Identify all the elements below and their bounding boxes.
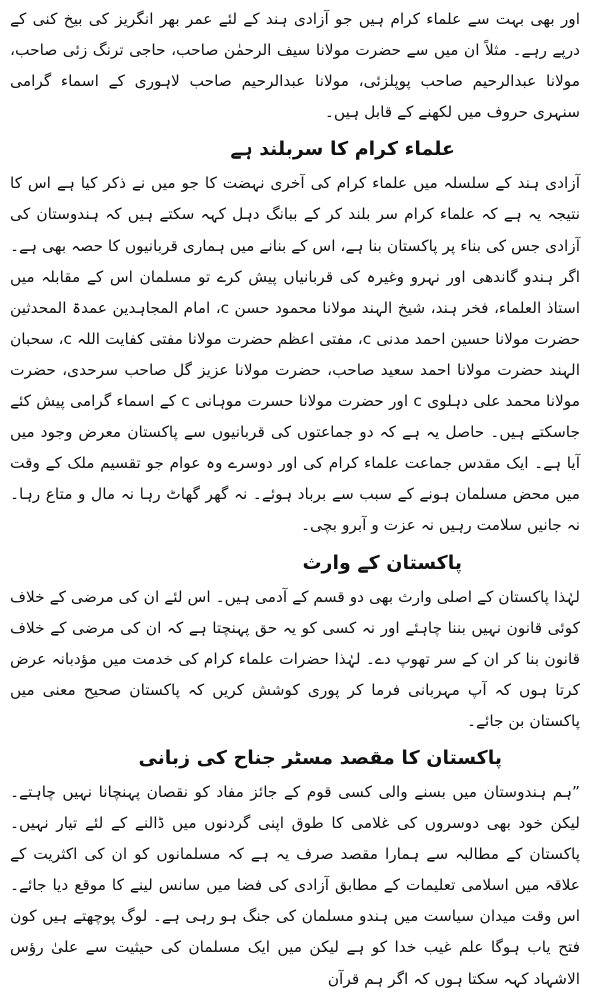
heading-jinnah-purpose: پاکستان کا مقصد مسٹر جناح کی زبانی (138, 746, 502, 769)
paragraph-jinnah-quote: ”ہم ہندوستان میں بسنے والی کسی قوم کے جائز مفاد کو نقصان پہنچانا نہیں چاہتے۔ لیکن خود بھی دوسروں کی غلامی کا طوق اپنی گردنوں میں ڈالنے کے لئے تیار نہیں۔ پاکستان کے مطالبہ سے ہمارا مقصد صرف یہ ہے کہ مسلمانوں کو ان کی اکثریت کے علاقہ میں اسلامی تعلیمات کے مطابق آزادی کی فضا میں سانس لینے کا موقع دیا جائے۔ اس وقت میدان سیاست میں ہندو مسلمان کی جنگ ہو رہی ہے۔ لوگ پوچھتے ہیں کون فتح یاب ہوگا علم غیب خدا کو ہے لیکن میں ایک مسلمان کی حیثیت سے علیٰ رؤس الاشہاد کہہ سکتا ہوں کہ اگر ہم قرآن (10, 782, 580, 988)
heading-heirs-of-pakistan: پاکستان کے وارث (302, 551, 462, 574)
paragraph-ulema-names: اور بھی بہت سے علماء کرام ہیں جو آزادی ہند کے لئے عمر بھر انگریز کی بیخ کنی کے درپے رہے۔ مثلاً ان میں سے حضرت مولانا سیف الرحمٰن صاحب، حاجی ترنگ زئی صاحب، مولانا عبدالرحیم صاحب پوپلزئی، مولانا عبدالرحیم صاحب لاہوری کے اسماء گرامی سنہری حروف میں لکھنے کے قابل ہیں۔ (10, 10, 580, 122)
paragraph-independence-struggle: آزادی ہند کے سلسلہ میں علماء کرام کی آخری نہضت کا جو میں نے ذکر کیا ہے اس کا نتیجہ یہ ہے کہ علماء کرام سر بلند کر کے ببانگ دہل کہہ سکتے ہیں کہ ہندوستان کی آزادی جس کی بناء پر پاکستان بنا ہے، اس کے بنانے میں ہماری قربانیوں کا حصہ بھی ہے۔ اگر ہندو گاندھی اور نہرو وغیرہ کی قربانیاں پیش کرے تو مسلمان اس کے مقابلہ میں استاذ العلماء، فخر ہند، شیخ الہند مولانا محمود حسن c، امام المجاہدین عمدۃ المحدثین حضرت مولانا حسین احمد مدنی c، مفتی اعظم حضرت مولانا مفتی کفایت اللہ c، سحبان الہند حضرت مولانا احمد سعید صاحب، حضرت مولانا عزیز گل صاحب سرحدی، حضرت مولانا محمد علی دہلوی c اور حضرت مولانا حسرت موہانی c کے اسماء گرامی پیش کئے جاسکتے ہیں۔ حاصل یہ ہے کہ دو جماعتوں کی قربانیوں سے پاکستان معرض وجود میں آیا ہے۔ ایک مقدس جماعت علماء کرام کی اور دوسرے وہ عوام جو تقسیم ملک کے وقت میں محض مسلمان ہونے کے سبب سے برباد ہوئے۔ نہ گھر گھاٹ رہا نہ مال و متاع رہا۔ نہ جانیں سلامت رہیں نہ عزت و آبرو بچی۔ (10, 174, 581, 535)
heading-ulema-honor: علماء کرام کا سربلند ہے (230, 138, 455, 161)
paragraph-heirs: لہٰذا پاکستان کے اصلی وارث بھی دو قسم کے آدمی ہیں۔ اس لئے ان کی مرضی کے خلاف کوئی قانون نہیں بننا چاہئے اور نہ کسی کو یہ حق پہنچتا ہے کہ ان کی مرضی کے خلاف قانون بنا کر ان کے سر تھوپ دے۔ لہٰذا حضرات علماء کرام کی خدمت میں مؤدبانہ عرض کرتا ہوں کہ آپ مہربانی فرما کر پوری کوشش کریں کہ پاکستان صحیح معنی میں پاکستان بن جائے۔ (10, 587, 580, 730)
